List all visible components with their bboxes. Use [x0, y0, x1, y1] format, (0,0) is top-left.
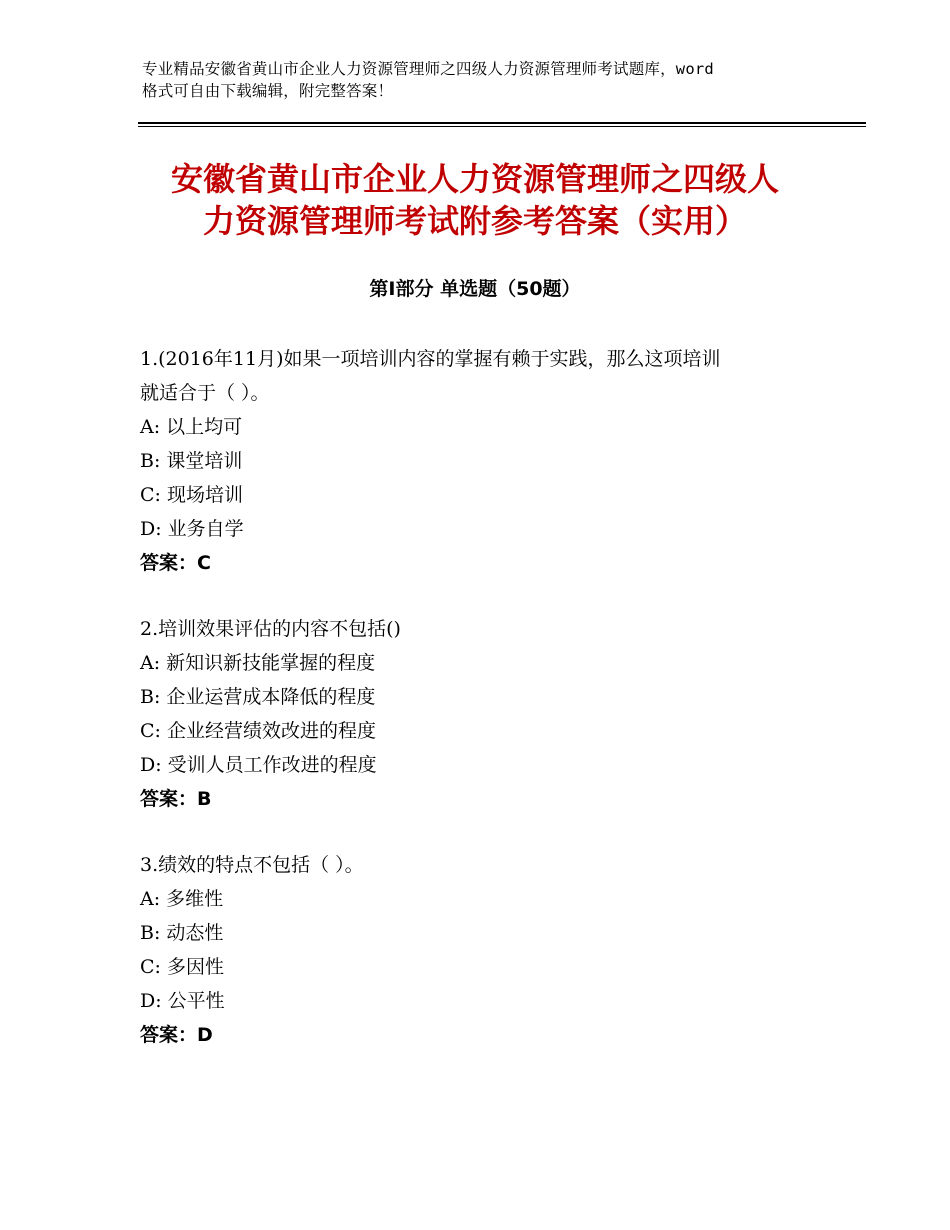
document-title [100, 158, 850, 242]
option-a: A: 以上均可 [140, 416, 243, 438]
question-2 [140, 612, 820, 816]
header-note-line-2: 格式可自由下载编辑，附完整答案！ [142, 82, 394, 100]
option-c: C: 企业经营绩效改进的程度 [140, 720, 376, 742]
answer-line: 答案：D [140, 1024, 213, 1046]
question-stem-line: 2.培训效果评估的内容不包括() [140, 618, 401, 640]
question-stem-line: 1.(2016年11月)如果一项培训内容的掌握有赖于实践，那么这项培训 [140, 348, 721, 370]
question-stem [140, 342, 820, 410]
question-stem-line: 3.绩效的特点不包括（ ）。 [140, 854, 364, 876]
header-note [142, 58, 842, 102]
document-title-line-2: 力资源管理师考试附参考答案（实用） [202, 202, 747, 240]
option-b: B: 课堂培训 [140, 450, 243, 472]
option-b: B: 企业运营成本降低的程度 [140, 686, 376, 708]
header-divider-thin [138, 126, 866, 127]
option-d: D: 公平性 [140, 990, 225, 1012]
option-c: C: 现场培训 [140, 484, 243, 506]
section-heading: 第Ⅰ部分 单选题（50题） [369, 278, 581, 300]
option-b: B: 动态性 [140, 922, 224, 944]
question-stem-line: 就适合于（ ）。 [140, 382, 270, 404]
option-d: D: 业务自学 [140, 518, 244, 540]
option-d: D: 受训人员工作改进的程度 [140, 754, 377, 776]
question-stem [140, 612, 820, 646]
question-list [140, 342, 820, 1084]
option-a: A: 新知识新技能掌握的程度 [140, 652, 376, 674]
header-note-line-1: 专业精品安徽省黄山市企业人力资源管理师之四级人力资源管理师考试题库，word [142, 60, 714, 78]
question-1 [140, 342, 820, 580]
answer-line: 答案：B [140, 788, 212, 810]
header-divider-thick [138, 122, 866, 124]
answer-line: 答案：C [140, 552, 211, 574]
option-c: C: 多因性 [140, 956, 224, 978]
document-title-line-1: 安徽省黄山市企业人力资源管理师之四级人 [170, 160, 779, 198]
question-stem [140, 848, 820, 882]
question-3 [140, 848, 820, 1052]
option-a: A: 多维性 [140, 888, 224, 910]
